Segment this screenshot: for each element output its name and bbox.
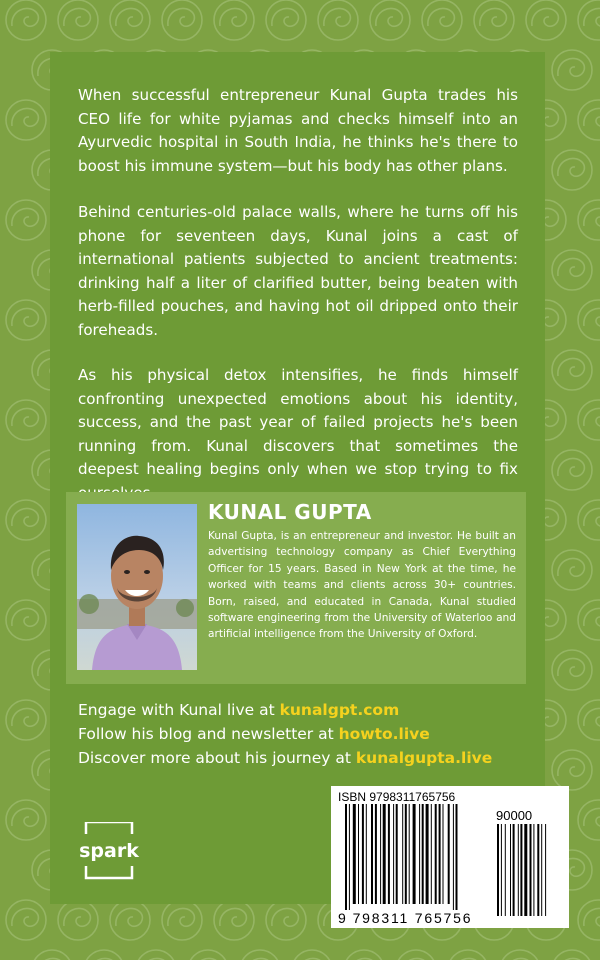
author-portrait-image	[77, 504, 197, 670]
barcode-addon-bar	[541, 824, 542, 916]
swirl-motif	[578, 800, 600, 840]
link-prefix-1: Engage with Kunal live at	[78, 701, 280, 719]
barcode-addon-bar	[518, 824, 519, 916]
barcode-addon-bar	[513, 824, 515, 916]
link-line-1	[78, 698, 492, 722]
swirl-motif	[58, 0, 98, 40]
barcode-bar	[383, 804, 386, 904]
barcode-bar	[435, 804, 437, 904]
swirl-motif	[578, 700, 600, 740]
link-url-kunalgpt[interactable]: kunalgpt.com	[279, 701, 400, 719]
barcode-label	[331, 786, 569, 928]
swirl-motif	[578, 900, 600, 940]
author-bio: Kunal Gupta, is an entrepreneur and investor. He built an advertising technology company as Chief Everything Officer for 15 years. Based in New York at the time, he worked with teams and clients across 30+ countries. Born, raised, and educated in Canada, Kunal studied software engineering from the University of Waterloo and artificial intelligence from the University of Oxford.	[208, 530, 516, 641]
barcode-bar	[439, 804, 441, 904]
swirl-motif	[110, 0, 150, 40]
barcode-bar	[362, 804, 364, 904]
barcode-bar	[366, 804, 367, 904]
swirl-motif	[240, 950, 280, 960]
swirl-motif	[500, 950, 540, 960]
barcode-bar	[388, 804, 390, 904]
barcode-bar	[345, 804, 347, 910]
swirl-motif	[552, 650, 592, 690]
swirl-motif	[6, 200, 46, 240]
barcode-bar	[431, 804, 432, 904]
swirl-motif	[578, 300, 600, 340]
swirl-motif	[136, 950, 176, 960]
barcode-bar	[422, 804, 424, 904]
blurb-paragraph-2: Behind centuries-old palace walls, where he turns off his phone for seventeen days, Kunal joins a cast of international patients subjected to ancient treatments: drinking half a liter of clarified butter, being beaten with herb-filled pouches, and having hot oil dripped onto their foreheads.	[78, 203, 518, 339]
swirl-motif	[318, 0, 358, 40]
swirl-motif	[110, 900, 150, 940]
swirl-motif	[396, 950, 436, 960]
link-line-2	[78, 722, 492, 746]
barcode-bar	[443, 804, 444, 904]
barcode-bar	[371, 804, 373, 904]
barcode-bar	[419, 804, 420, 904]
barcode-addon-bar	[545, 824, 546, 916]
swirl-motif	[6, 500, 46, 540]
swirl-motif	[422, 0, 462, 40]
swirl-motif	[214, 900, 254, 940]
isbn-label: ISBN 9798311765756	[338, 790, 456, 804]
barcode-bar	[448, 804, 450, 904]
isbn-barcode	[331, 786, 569, 928]
swirl-motif	[162, 0, 202, 40]
link-line-3	[78, 746, 492, 770]
isbn-digit-group-1: 798311	[352, 910, 410, 926]
swirl-motif	[578, 600, 600, 640]
isbn-digit-lead: 9	[338, 910, 348, 926]
swirl-motif	[474, 0, 514, 40]
barcode-addon-bar	[510, 824, 511, 916]
isbn-digits	[338, 910, 472, 926]
swirl-motif	[6, 100, 46, 140]
barcode-addon-bar	[533, 824, 534, 916]
swirl-motif	[552, 450, 592, 490]
swirl-motif	[292, 950, 332, 960]
swirl-motif	[266, 0, 306, 40]
barcode-bar	[393, 804, 394, 904]
swirl-motif	[344, 950, 384, 960]
link-url-kunalgupta[interactable]: kunalgupta.live	[355, 749, 493, 767]
barcode-bar	[456, 804, 458, 910]
swirl-motif	[84, 950, 124, 960]
barcode-bar	[402, 804, 403, 904]
spark-logo-text: spark	[79, 840, 139, 862]
swirl-motif	[6, 900, 46, 940]
swirl-motif	[188, 950, 228, 960]
swirl-motif	[578, 100, 600, 140]
barcode-addon-bar	[530, 824, 532, 916]
barcode-addon-bar	[505, 824, 506, 916]
link-prefix-3: Discover more about his journey at	[78, 749, 356, 767]
barcode-bar	[358, 804, 359, 904]
swirl-motif	[552, 350, 592, 390]
swirl-motif	[578, 400, 600, 440]
author-photo	[77, 504, 197, 670]
swirl-motif	[58, 900, 98, 940]
swirl-motif	[214, 0, 254, 40]
link-prefix-2: Follow his blog and newsletter at	[78, 725, 339, 743]
swirl-motif	[578, 500, 600, 540]
barcode-bar	[349, 804, 350, 910]
swirl-motif	[526, 0, 566, 40]
links-list	[78, 698, 492, 770]
price-code: 90000	[496, 808, 533, 823]
blurb-paragraph-3: As his physical detox intensifies, he finds himself confronting unexpected emotions about his identity, success, and the past year of failed projects he's been running from. Kunal discovers that sometimes the deepest healing begins only when we stop trying to fix	[78, 366, 518, 478]
swirl-motif	[448, 950, 488, 960]
barcode-addon-bar	[497, 824, 499, 916]
swirl-motif	[6, 700, 46, 740]
barcode-bar	[426, 804, 429, 904]
swirl-motif	[266, 900, 306, 940]
swirl-motif	[552, 50, 592, 90]
swirl-motif	[6, 600, 46, 640]
barcode-bar	[413, 804, 416, 904]
barcode-addon-bar	[537, 824, 539, 916]
swirl-motif	[6, 0, 46, 40]
barcode-bar	[396, 804, 398, 904]
barcode-bar	[380, 804, 381, 904]
barcode-addon-bar	[520, 824, 522, 916]
swirl-motif	[6, 300, 46, 340]
spark-publisher-logo	[76, 822, 142, 880]
barcode-bar	[405, 804, 407, 904]
blurb-paragraph-1: When successful entrepreneur Kunal Gupta trades his CEO life for white pyjamas and checks himself into an Ayurvedic hospital in South India, he thinks he's there to boost his immune system—but his body has other plans.	[78, 86, 518, 175]
author-name: KUNAL GUPTA	[208, 500, 372, 524]
swirl-motif	[552, 550, 592, 590]
barcode-bar	[353, 804, 356, 904]
swirl-motif	[552, 750, 592, 790]
barcode-addon-bar	[524, 824, 527, 916]
swirl-motif	[578, 200, 600, 240]
isbn-digit-group-2: 765756	[414, 910, 473, 926]
swirl-motif	[578, 0, 600, 40]
barcode-bar	[453, 804, 454, 910]
swirl-motif	[552, 150, 592, 190]
barcode-addon-bar	[501, 824, 502, 916]
link-url-howto[interactable]: howto.live	[338, 725, 430, 743]
barcode-bar	[375, 804, 377, 904]
swirl-motif	[552, 950, 592, 960]
barcode-bar	[409, 804, 410, 904]
swirl-motif	[6, 400, 46, 440]
swirl-motif	[6, 800, 46, 840]
swirl-motif	[32, 950, 72, 960]
swirl-motif	[370, 0, 410, 40]
swirl-motif	[552, 250, 592, 290]
swirl-motif	[162, 900, 202, 940]
